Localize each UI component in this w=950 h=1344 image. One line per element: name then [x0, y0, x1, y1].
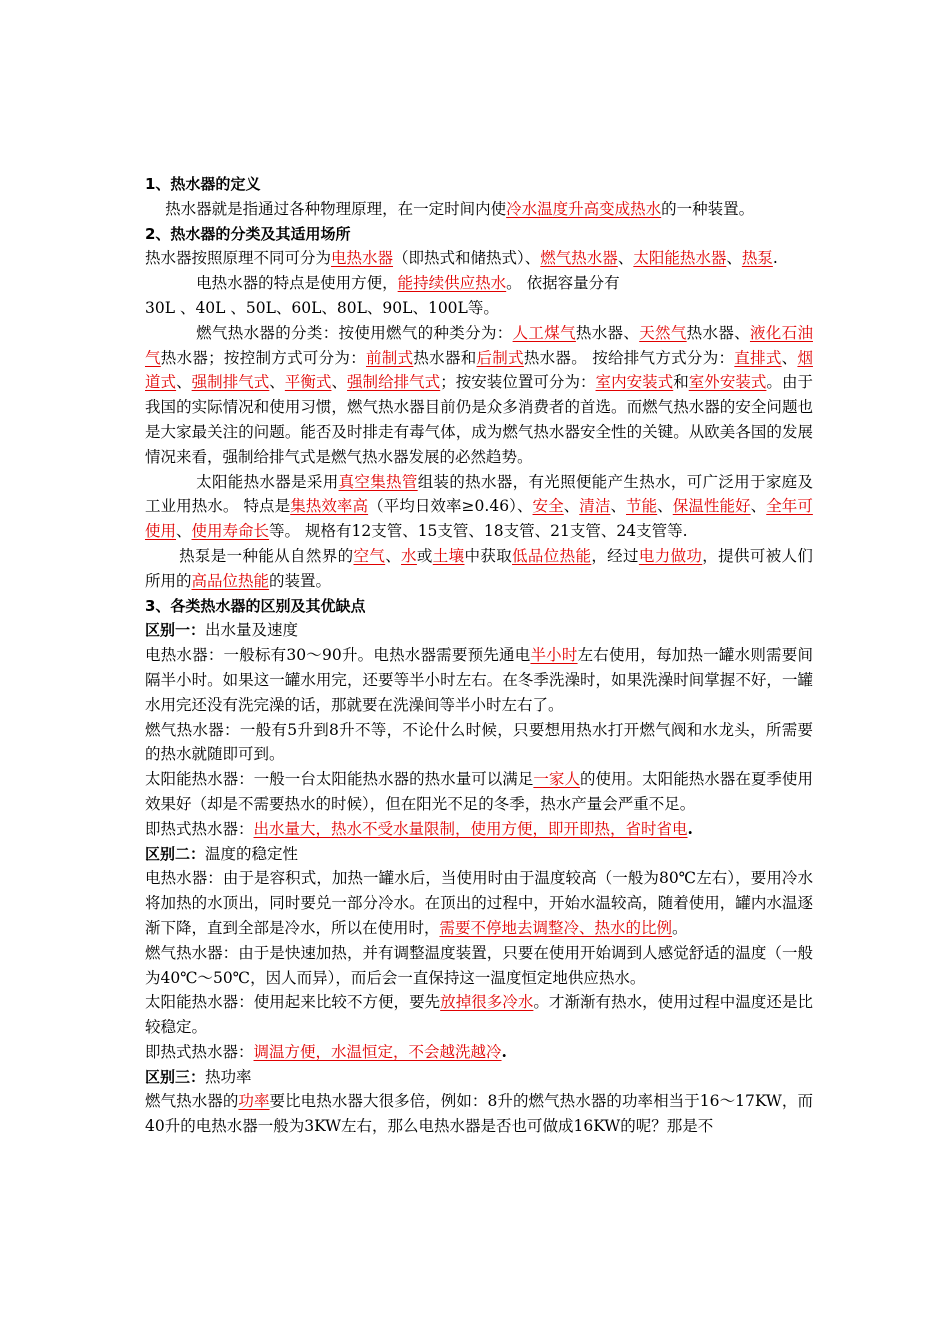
- text-run: 区别一：: [145, 621, 206, 640]
- text-run: 、: [176, 522, 192, 541]
- text-run: 、: [781, 348, 798, 367]
- text-run: 燃气热水器的分类：按使用燃气的种类分为：: [196, 323, 513, 342]
- text-run: 区别三：: [145, 1067, 206, 1086]
- text-run: 热水器和: [413, 348, 477, 367]
- text-run: 、: [750, 497, 767, 516]
- highlight-term: 强制排气式: [191, 373, 270, 392]
- difference-1-gas: 燃气热水器：一般有5升到8升不等，不论什么时候，只要想用热水打开燃气阀和水龙头，所需要的热水就随即可到。: [145, 720, 813, 764]
- highlight-term: 后制式: [476, 348, 524, 367]
- classification-paragraph: [145, 246, 813, 271]
- text-run: .: [772, 249, 778, 268]
- highlight-term: 平衡式: [284, 373, 332, 392]
- text-run: 、: [331, 373, 347, 392]
- text-run: 、: [726, 249, 742, 268]
- text-run: 、: [563, 497, 580, 516]
- highlight-term: 调温方便，水温恒定，不会越洗越冷: [253, 1042, 502, 1061]
- highlight-term: 能持续供应热水: [397, 274, 507, 293]
- text-run: 的一种装置。: [661, 199, 755, 218]
- text-run: 电热水器的特点是使用方便，: [196, 274, 398, 293]
- text-run: 热水器、: [575, 323, 640, 342]
- highlight-term: 烟道式: [145, 348, 813, 392]
- highlight-term: 清洁: [579, 497, 611, 516]
- difference-2-heading: [145, 842, 813, 867]
- text-run: 热泵是一种能从自然界的: [179, 546, 354, 565]
- highlight-term: 安全: [532, 497, 564, 516]
- text-run: 、: [610, 497, 627, 516]
- text-run: 组装的热水器，有光照便能产生热水，可广泛用于家庭及工业用热水。 特点是: [145, 472, 813, 516]
- difference-2-gas: 燃气热水器：由于是快速加热，并有调整温度装置，只要在使用开始调到人感觉舒适的温度（一般为40℃～50℃，因人而异），而后会一直保持这一温度恒定地供应热水。: [145, 943, 813, 987]
- highlight-term: 真空集热管: [338, 472, 418, 491]
- heat-pump-paragraph: [145, 544, 813, 594]
- difference-1-solar: [145, 767, 813, 817]
- text-run: 区别二：: [145, 844, 206, 863]
- text-run: ，提供可被人们所用的: [145, 546, 813, 590]
- highlight-term: 保温性能好: [672, 497, 751, 516]
- highlight-term: 一家人: [533, 770, 580, 789]
- section-2-heading: 2、热水器的分类及其适用场所: [145, 224, 351, 243]
- text-run: （即热式和储热式）、: [393, 249, 541, 268]
- difference-2-solar: [145, 990, 813, 1040]
- highlight-term: 热泵: [741, 249, 773, 268]
- difference-1-instant: [145, 817, 813, 842]
- capacity-list: 30L 、40L 、50L、60L、80L、90L、100L等。: [145, 298, 499, 317]
- text-run: 太阳能热水器：一般一台太阳能热水器的热水量可以满足: [145, 770, 534, 789]
- text-run: 即热式热水器：: [145, 1042, 254, 1061]
- text-run: 或: [416, 546, 433, 565]
- text-run: 太阳能热水器：使用起来比较不方便，要先: [145, 993, 441, 1012]
- text-run: ，经过: [591, 546, 639, 565]
- text-run: 、: [176, 373, 192, 392]
- text-run: 、: [269, 373, 285, 392]
- highlight-term: 需要不停地去调整冷、热水的比例: [439, 918, 673, 937]
- text-run: 热水器；按控制方式可分为：: [160, 348, 366, 367]
- highlight-term: 放掉很多冷水: [440, 993, 534, 1012]
- solar-heater-paragraph: [145, 470, 813, 544]
- highlight-term: 直排式: [734, 348, 782, 367]
- text-run: 、: [617, 249, 634, 268]
- highlight-term: 前制式: [366, 348, 414, 367]
- text-run: 和: [673, 373, 689, 392]
- highlight-term: 室内安装式: [595, 373, 674, 392]
- highlight-term: 冷水温度升高变成热水: [506, 199, 662, 218]
- section-1-heading: 1、热水器的定义: [145, 175, 261, 193]
- text-run: 温度的稳定性: [205, 844, 299, 863]
- text-run: .: [687, 818, 693, 838]
- text-run: 。 依据容量分有: [506, 274, 620, 293]
- highlight-term: 节能: [626, 497, 658, 516]
- highlight-term: 液化石油气: [145, 323, 813, 367]
- text-run: 即热式热水器：: [145, 819, 254, 838]
- text-run: 。才渐渐有热水，使用过程中温度还是比较稳定。: [145, 993, 813, 1037]
- highlight-term: 水: [401, 546, 417, 565]
- highlight-term: 高品位热能: [191, 571, 270, 590]
- text-run: 热水器按照原理不同可分为: [145, 249, 332, 268]
- highlight-term: 集热效率高: [290, 497, 369, 516]
- difference-1-heading: [145, 618, 813, 643]
- highlight-term: 电热水器: [331, 249, 394, 268]
- text-run: 太阳能热水器是采用: [196, 472, 339, 491]
- highlight-term: 功率: [238, 1092, 270, 1111]
- difference-2-instant: [145, 1040, 813, 1065]
- highlight-term: 低品位热能: [512, 546, 592, 565]
- text-run: 、: [657, 497, 673, 516]
- document-page: [145, 172, 813, 1139]
- text-run: 中获取: [464, 546, 513, 565]
- text-run: 热功率: [205, 1067, 252, 1086]
- electric-heater-paragraph: [145, 271, 813, 296]
- highlight-term: 强制给排气式: [347, 373, 441, 392]
- difference-1-electric: [145, 643, 813, 717]
- highlight-term: 人工煤气: [512, 323, 576, 342]
- highlight-term: 全年可使用: [145, 497, 813, 541]
- highlight-term: 室外安装式: [688, 373, 767, 392]
- gas-heater-paragraph: [145, 321, 813, 470]
- text-run: ；按安装位置可分为：: [440, 373, 596, 392]
- text-run: 要比电热水器大很多倍，例如：8升的燃气热水器的功率相当于16～17KW，而40升的电热水器一般为3KW左右，那么电热水器是否也可做成16KW的呢？那是不: [145, 1092, 813, 1136]
- text-run: 左右使用，每加热一罐水则需要间隔半小时。如果这一罐水用完，还要等半小时左右。在冬季洗澡时，如果洗澡时间掌握不好，一罐水用完还没有洗完澡的话，那就要在洗澡间等半小时左右了。: [145, 646, 813, 714]
- text-run: 出水量及速度: [205, 621, 299, 640]
- highlight-term: 太阳能热水器: [633, 249, 727, 268]
- highlight-term: 半小时: [530, 646, 578, 665]
- text-run: .: [501, 1041, 507, 1061]
- section-3-heading: 3、各类热水器的区别及其优缺点: [145, 596, 366, 615]
- text-run: 、: [385, 546, 402, 565]
- text-run: 热水器。 按给排气方式分为：: [523, 348, 735, 367]
- difference-3-heading: [145, 1065, 813, 1090]
- text-run: 的使用。太阳能热水器在夏季使用效果好（却是不需要热水的时候），但在阳光不足的冬季，热水产量会严重不足。: [145, 770, 813, 813]
- highlight-term: 空气: [353, 546, 386, 565]
- text-run: 的装置。: [269, 571, 332, 590]
- highlight-term: 使用寿命长: [191, 522, 270, 541]
- text-run: 燃气热水器的: [145, 1092, 239, 1111]
- highlight-term: 出水量大，热水不受水量限制，使用方便，即开即热，省时省电: [253, 819, 688, 838]
- difference-2-electric: [145, 866, 813, 940]
- highlight-term: 电力做功: [638, 546, 703, 565]
- highlight-term: 天然气: [639, 323, 687, 342]
- text-run: 。由于我国的实际情况和使用习惯，燃气热水器目前仍是众多消费者的首选。而燃气热水器的安全问题也是大家最关注的问题。能否及时排走有毒气体，成为燃气热水器安全性的关键。从欧美各国的发展情况来看，强制给排气式是燃气热水器发展的必然趋势。: [145, 373, 813, 466]
- text-run: 热水器、: [686, 323, 750, 342]
- text-run: 电热水器：由于是容积式，加热一罐水后，当使用时由于温度较高（一般为80℃左右），要用冷水将加热的水顶出，同时要兑一部分冷水。在顶出的过程中，开始水温较高，随着使用，罐内水温逐渐下降，直到全部是冷水，所以在使用时，: [145, 869, 813, 937]
- text-run: 电热水器：一般标有30～90升。电热水器需要预先通电: [145, 646, 531, 665]
- highlight-term: 燃气热水器: [540, 249, 618, 268]
- text-run: （平均日效率≥0.46）、: [368, 497, 533, 516]
- highlight-term: 土壤: [432, 546, 465, 565]
- difference-3-gas: [145, 1089, 813, 1139]
- text-run: 热水器就是指通过各种物理原理，在一定时间内使: [165, 199, 507, 218]
- text-run: 等。 规格有12支管、15支管、18支管、21支管、24支管等.: [269, 522, 688, 541]
- definition-paragraph: [145, 197, 813, 222]
- text-run: 。: [672, 918, 688, 937]
